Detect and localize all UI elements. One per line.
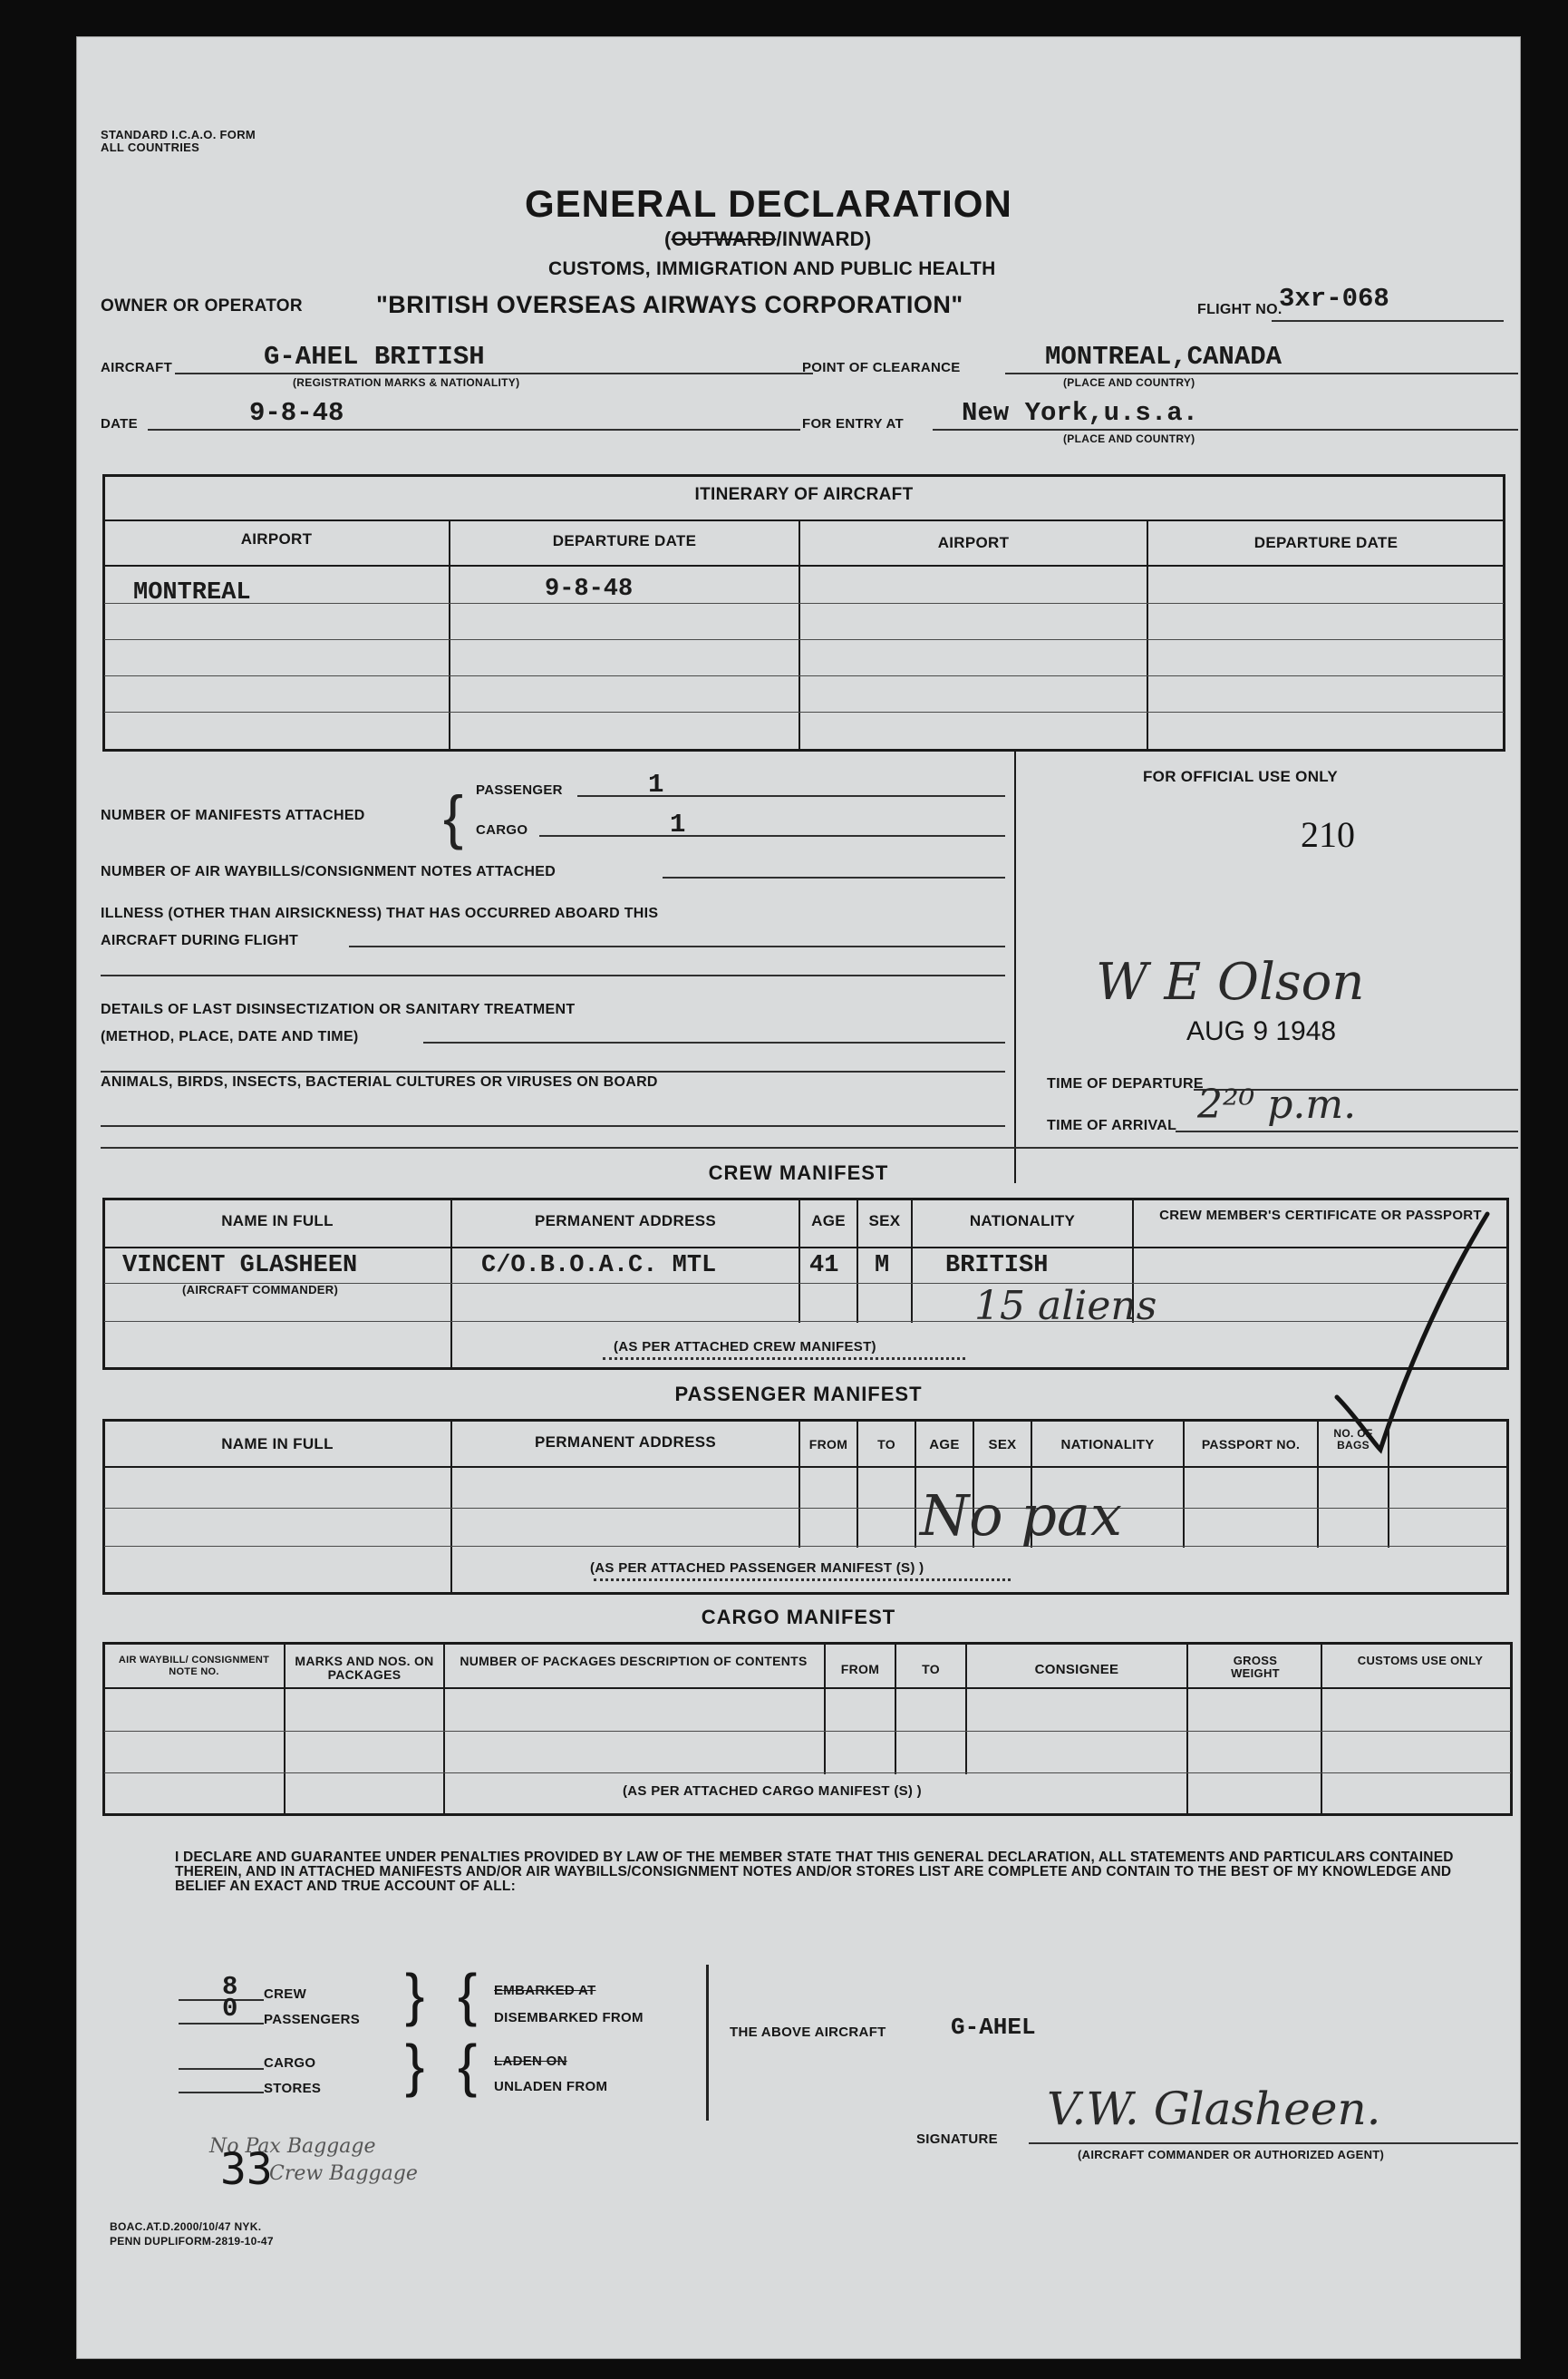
itinerary-col-date-2: DEPARTURE DATE xyxy=(1253,534,1399,551)
page-title: GENERAL DECLARATION xyxy=(525,182,1012,225)
crew-header-rule xyxy=(104,1247,1507,1248)
official-divider xyxy=(1014,752,1016,1183)
signature-line xyxy=(1029,2142,1518,2144)
cargo-header-rule xyxy=(104,1687,1511,1689)
itinerary-airport-value: MONTREAL xyxy=(133,579,251,607)
date-line xyxy=(148,429,800,431)
passenger-footer-rule xyxy=(594,1571,1011,1581)
passenger-col-sex: SEX xyxy=(988,1437,1017,1452)
crew-role-value: (AIRCRAFT COMMANDER) xyxy=(182,1283,339,1296)
passenger-manifest-line xyxy=(577,795,1005,797)
form-countries-label: ALL COUNTRIES xyxy=(101,141,200,154)
passenger-col-to: TO xyxy=(877,1437,895,1452)
itinerary-title: ITINERARY OF AIRCRAFT xyxy=(694,485,914,504)
cargo-col-weight: GROSS WEIGHT xyxy=(1231,1654,1280,1680)
cargo-title: CARGO MANIFEST xyxy=(701,1606,896,1628)
aircraft-label: AIRCRAFT xyxy=(101,360,173,375)
cargo-row-rule-1 xyxy=(104,1731,1511,1732)
disembarked-label: DISEMBARKED FROM xyxy=(494,2010,644,2025)
declaration-text: I DECLARE AND GUARANTEE UNDER PENALTIES PROVIDED BY LAW OF THE MEMBER STATE THAT THIS GENERAL DECLARATION, ALL STATEMENTS AND PARTICULARS CONTAINED THEREIN, AND IN ATTACHED MANIFESTS AND/OR AIR WAYBILLS/CONSIGNMENT NOTES AND/OR STORES LIST ARE COMPLETE AND CONTAIN TO THE BEST OF MY KNOWLEDGE AND BELIEF AN EXACT AND TRUE ACCOUNT OF ALL: xyxy=(175,1850,1454,1894)
crew-footer: (AS PER ATTACHED CREW MANIFEST) xyxy=(614,1339,876,1355)
heading-subtitle: CUSTOMS, IMMIGRATION AND PUBLIC HEALTH xyxy=(548,258,996,279)
cargo-col-waybill: AIR WAYBILL/ CONSIGNMENT NOTE NO. xyxy=(118,1655,270,1677)
owner-value: "BRITISH OVERSEAS AIRWAYS CORPORATION" xyxy=(376,291,963,318)
cargo-brace-right: } xyxy=(405,2033,425,2098)
cargo-col-marks: MARKS AND NOS. ON PACKAGES xyxy=(295,1654,434,1682)
arrival-time-value: 2²⁰ p.m. xyxy=(1197,1082,1357,1128)
passenger-col-age: AGE xyxy=(929,1437,960,1452)
passenger-col-bags: NO. OF BAGS xyxy=(1333,1427,1373,1452)
itinerary-title-rule xyxy=(104,519,1504,521)
crew-count-label: CREW xyxy=(264,1986,307,2002)
manifests-brace: { xyxy=(443,783,464,850)
itinerary-row-rule-2 xyxy=(104,639,1504,640)
cargo-manifest-line xyxy=(539,835,1005,837)
cargo-col-consignee: CONSIGNEE xyxy=(1034,1662,1119,1677)
itinerary-table xyxy=(102,474,1505,752)
heading-outward-inward: (OUTWARD/INWARD) xyxy=(664,228,872,250)
date-value: 9-8-48 xyxy=(249,398,344,428)
entry-value: New York,u.s.a. xyxy=(962,398,1199,428)
aircraft-phrase: THE ABOVE AIRCRAFT xyxy=(730,2025,886,2040)
cargo-col-rule-6 xyxy=(1186,1644,1188,1814)
disinsect-label-2: (METHOD, PLACE, DATE AND TIME) xyxy=(101,1029,359,1044)
itinerary-header-rule xyxy=(104,565,1504,567)
crew-row-rule-2 xyxy=(104,1321,1507,1322)
signature-label: SIGNATURE xyxy=(916,2131,998,2147)
cargo-col-customs: CUSTOMS USE ONLY xyxy=(1357,1654,1484,1667)
crew-col-sex: SEX xyxy=(868,1212,901,1229)
crew-col-certificate: CREW MEMBER'S CERTIFICATE OR PASSPORT xyxy=(1159,1208,1482,1223)
itinerary-col-rule-1 xyxy=(449,519,450,750)
form-standard-label: STANDARD I.C.A.O. FORM xyxy=(101,128,256,141)
footer-code-1: BOAC.AT.D.2000/10/47 NYK. xyxy=(110,2220,262,2233)
passenger-row-rule-2 xyxy=(104,1546,1507,1547)
manifests-label: NUMBER OF MANIFESTS ATTACHED xyxy=(101,808,365,823)
itinerary-row-rule-1 xyxy=(104,603,1504,604)
flight-label: FLIGHT NO. xyxy=(1197,302,1282,317)
clearance-value: MONTREAL,CANADA xyxy=(1045,342,1282,372)
itinerary-col-date-1: DEPARTURE DATE xyxy=(552,532,697,549)
animals-line-2 xyxy=(101,1125,1005,1127)
departure-time-label: TIME OF DEPARTURE xyxy=(1047,1076,1204,1092)
clearance-line xyxy=(1005,373,1518,374)
entry-label: FOR ENTRY AT xyxy=(802,416,904,432)
cargo-count-label: CARGO xyxy=(264,2055,316,2071)
cargo-col-from: FROM xyxy=(840,1662,880,1676)
animals-label: ANIMALS, BIRDS, INSECTS, BACTERIAL CULTURES OR VIRUSES ON BOARD xyxy=(101,1074,658,1090)
cargo-row-rule-2 xyxy=(104,1772,1511,1773)
crew-address-value: C/O.B.O.A.C. MTL xyxy=(481,1252,717,1279)
illness-label-2: AIRCRAFT DURING FLIGHT xyxy=(101,933,299,948)
passenger-col-nationality: NATIONALITY xyxy=(1060,1437,1155,1452)
declaration-bracket xyxy=(706,1965,709,2121)
disinsect-label-1: DETAILS OF LAST DISINSECTIZATION OR SANITARY TREATMENT xyxy=(101,1002,576,1017)
crew-count-value: 8 xyxy=(222,1972,238,2002)
itinerary-date-value: 9-8-48 xyxy=(545,576,634,603)
cargo-brace-left: { xyxy=(458,2033,478,2098)
cargo-manifest-label: CARGO xyxy=(476,822,528,838)
illness-line-1 xyxy=(349,946,1005,947)
crew-footer-rule xyxy=(603,1350,965,1360)
stores-count-line xyxy=(179,2092,264,2093)
illness-label-1: ILLNESS (OTHER THAN AIRSICKNESS) THAT HAS OCCURRED ABOARD THIS xyxy=(101,906,659,921)
passenger-no-pax-note: No pax xyxy=(920,1482,1122,1549)
official-initials: W E Olson xyxy=(1096,953,1365,1012)
laden-label: LADEN ON xyxy=(494,2054,567,2069)
crew-age-value: 41 xyxy=(809,1252,839,1279)
signature-caption: (AIRCRAFT COMMANDER OR AUTHORIZED AGENT) xyxy=(1078,2148,1385,2161)
crew-col-address: PERMANENT ADDRESS xyxy=(535,1212,716,1229)
baggage-note-line1: No Pax Baggage xyxy=(209,2135,376,2158)
itinerary-row-rule-4 xyxy=(104,712,1504,713)
passenger-manifest-value: 1 xyxy=(648,770,664,800)
passenger-manifest-label: PASSENGER xyxy=(476,782,563,798)
cargo-col-to: TO xyxy=(922,1662,940,1676)
count-brace-left: { xyxy=(458,1962,478,2027)
baggage-note-line2: Crew Baggage xyxy=(269,2162,418,2185)
waybills-line xyxy=(663,877,1005,879)
passenger-col-from: FROM xyxy=(808,1437,848,1452)
itinerary-col-rule-3 xyxy=(1147,519,1148,750)
itinerary-col-airport-2: AIRPORT xyxy=(937,534,1010,551)
passenger-col-address: PERMANENT ADDRESS xyxy=(535,1433,716,1451)
illness-line-2 xyxy=(101,975,1005,976)
crew-col-age: AGE xyxy=(811,1212,846,1229)
itinerary-col-airport-1: AIRPORT xyxy=(240,530,313,548)
details-bottom-rule xyxy=(101,1147,1518,1149)
aircraft-value: G-AHEL BRITISH xyxy=(264,342,485,372)
passenger-row-rule-1 xyxy=(104,1508,1507,1509)
passenger-footer: (AS PER ATTACHED PASSENGER MANIFEST (S) ) xyxy=(590,1560,924,1576)
aircraft-caption: (REGISTRATION MARKS & NATIONALITY) xyxy=(293,376,520,389)
clearance-label: POINT OF CLEARANCE xyxy=(802,360,961,375)
cargo-col-rule-2 xyxy=(443,1644,445,1814)
official-number: 210 xyxy=(1301,814,1355,855)
signature-value: V.W. Glasheen. xyxy=(1047,2083,1381,2135)
crew-count-line xyxy=(179,1999,264,2001)
crew-col-name: NAME IN FULL xyxy=(221,1212,334,1229)
cargo-manifest-value: 1 xyxy=(670,810,686,840)
footer-code-2: PENN DUPLIFORM-2819-10-47 xyxy=(110,2235,274,2248)
heading-inward: /INWARD) xyxy=(776,228,872,250)
declaration-aircraft-value: G-AHEL xyxy=(951,2014,1036,2041)
crew-title: CREW MANIFEST xyxy=(708,1161,889,1184)
passenger-count-label: PASSENGERS xyxy=(264,2012,361,2027)
heading-outward: OUTWARD xyxy=(671,228,777,250)
crew-nationality-value: BRITISH xyxy=(945,1252,1049,1279)
official-stamp-date: AUG 9 1948 xyxy=(1186,1016,1337,1046)
date-label: DATE xyxy=(101,416,138,432)
flight-line xyxy=(1272,320,1504,322)
disinsect-line-1 xyxy=(423,1042,1005,1044)
crew-name-value: VINCENT GLASHEEN xyxy=(122,1252,358,1279)
passenger-col-name: NAME IN FULL xyxy=(221,1435,334,1452)
waybills-label: NUMBER OF AIR WAYBILLS/CONSIGNMENT NOTES ATTACHED xyxy=(101,864,557,879)
baggage-note-count: 33 xyxy=(220,2144,273,2195)
itinerary-row-rule-3 xyxy=(104,675,1504,676)
cargo-footer: (AS PER ATTACHED CARGO MANIFEST (S) ) xyxy=(623,1783,922,1799)
passenger-count-value: 0 xyxy=(222,1994,238,2024)
passenger-title: PASSENGER MANIFEST xyxy=(674,1383,923,1405)
aircraft-line xyxy=(175,373,813,374)
crew-sex-value: M xyxy=(875,1252,890,1279)
passenger-count-line xyxy=(179,2023,264,2025)
embarked-label: EMBARKED AT xyxy=(494,1983,596,1998)
official-title: FOR OFFICIAL USE ONLY xyxy=(1143,768,1339,785)
count-brace-right: } xyxy=(405,1962,425,2027)
passenger-header-rule xyxy=(104,1466,1507,1468)
stores-count-label: STORES xyxy=(264,2081,322,2096)
passenger-col-passport: PASSPORT NO. xyxy=(1201,1437,1301,1452)
declaration-form xyxy=(76,36,1521,2359)
arrival-time-line xyxy=(1176,1131,1518,1132)
disinsect-line-2 xyxy=(101,1071,1005,1073)
passenger-col-rule-9 xyxy=(1388,1421,1389,1548)
itinerary-col-rule-2 xyxy=(799,519,800,750)
flight-value: 3xr-068 xyxy=(1279,284,1389,314)
cargo-col-rule-7 xyxy=(1321,1644,1322,1814)
entry-line xyxy=(933,429,1518,431)
unladen-label: UNLADEN FROM xyxy=(494,2079,608,2094)
arrival-time-label: TIME OF ARRIVAL xyxy=(1047,1118,1177,1133)
crew-aliens-note: 15 aliens xyxy=(974,1283,1157,1329)
crew-col-nationality: NATIONALITY xyxy=(969,1212,1076,1229)
owner-label: OWNER OR OPERATOR xyxy=(101,296,303,316)
entry-caption: (PLACE AND COUNTRY) xyxy=(1063,432,1195,445)
cargo-col-description: NUMBER OF PACKAGES DESCRIPTION OF CONTENTS xyxy=(460,1654,808,1668)
clearance-caption: (PLACE AND COUNTRY) xyxy=(1063,376,1195,389)
cargo-count-line xyxy=(179,2068,264,2070)
